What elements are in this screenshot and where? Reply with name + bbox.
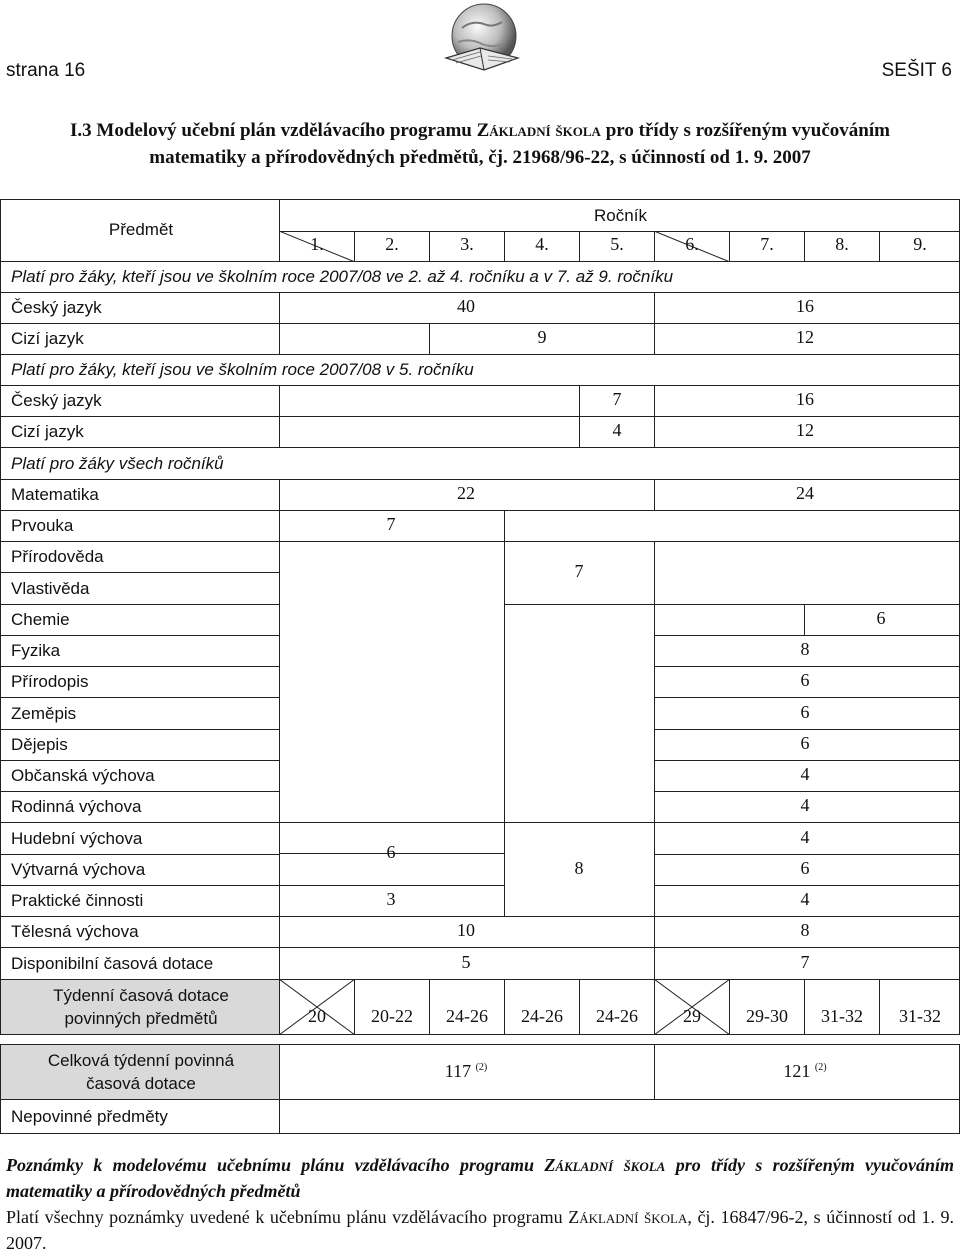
row-prirodopis bbox=[0, 666, 280, 698]
value-rodinna: 4 bbox=[800, 795, 810, 815]
value-foreign-2-b: 12 bbox=[796, 420, 814, 440]
label-optional: Nepovinné předměty bbox=[11, 1107, 168, 1126]
value-total-b-number: 121 bbox=[783, 1061, 811, 1081]
label-obcanska: Občanská výchova bbox=[11, 766, 155, 785]
row-chemie bbox=[0, 604, 280, 636]
label-fyzika: Fyzika bbox=[11, 641, 61, 660]
section-2-row bbox=[0, 354, 960, 386]
row-rodinna bbox=[0, 791, 280, 823]
weekly-value-6: 29 bbox=[683, 1006, 701, 1026]
weekly-value-7: 29-30 bbox=[746, 1006, 788, 1026]
cell-foreign-1-empty bbox=[279, 323, 430, 355]
section-3-label: Platí pro žáky všech ročníků bbox=[11, 454, 224, 473]
subject-header: Předmět bbox=[108, 220, 174, 239]
label-chemie: Chemie bbox=[11, 610, 70, 629]
label-disponibilni: Disponibilní časová dotace bbox=[11, 954, 214, 973]
value-total-a-note: (2) bbox=[475, 1062, 488, 1073]
label-prvouka: Prvouka bbox=[11, 516, 74, 535]
cell-upper-right-empty bbox=[654, 541, 960, 605]
notes-body-b: , čj. 16847/96-2, s účinností od 1. 9. 2007. bbox=[6, 1207, 955, 1253]
row-prakticke bbox=[0, 885, 280, 917]
notes-body-a: Platí všechny poznámky uvedené k učebnímu plánu vzdělávacího programu Z bbox=[6, 1207, 580, 1227]
weekly-value-3: 24-26 bbox=[446, 1006, 488, 1026]
row-disponibilni bbox=[0, 947, 280, 980]
label-total-line1: Celková týdenní povinná bbox=[47, 1051, 235, 1070]
weekly-value-5: 24-26 bbox=[596, 1006, 638, 1026]
label-foreign-2: Cizí jazyk bbox=[11, 422, 84, 441]
notes-section bbox=[6, 1152, 954, 1256]
row-vlastiveda bbox=[0, 572, 280, 605]
row-telesna bbox=[0, 916, 280, 948]
section-1-label: Platí pro žáky, kteří jsou ve školním roce 2007/08 ve 2. až 4. ročníku a v 7. až 9. ročníku bbox=[11, 267, 674, 286]
cell-czech-2-empty bbox=[279, 385, 580, 417]
notes-heading-a: Poznámky k modelovému učebnímu plánu vzdělávacího programu Z bbox=[6, 1155, 556, 1175]
label-vlastiveda: Vlastivěda bbox=[11, 579, 90, 598]
value-foreign-2-a: 4 bbox=[612, 420, 622, 440]
label-weekly bbox=[1, 984, 281, 1030]
title-line1-b: pro třídy s rozšířeným vyučováním bbox=[600, 120, 890, 141]
weekly-value-4: 24-26 bbox=[521, 1006, 563, 1026]
value-prakticke-lower: 3 bbox=[386, 889, 396, 909]
value-total-b bbox=[783, 1061, 826, 1082]
page-number: strana 16 bbox=[6, 60, 86, 81]
value-total-b-note: (2) bbox=[814, 1062, 827, 1073]
row-prvouka bbox=[0, 510, 280, 542]
row-vytvarna bbox=[0, 854, 280, 886]
grade-label-8: 8. bbox=[835, 234, 849, 254]
cell-optional bbox=[279, 1099, 960, 1134]
value-prirodopis: 6 bbox=[800, 670, 810, 690]
issue-label: SEŠIT 6 bbox=[881, 60, 952, 81]
grade-label-3: 3. bbox=[460, 234, 474, 254]
label-czech-1: Český jazyk bbox=[11, 298, 102, 317]
label-vytvarna: Výtvarná výchova bbox=[11, 860, 146, 879]
value-foreign-1-a: 9 bbox=[537, 327, 547, 347]
notes-heading bbox=[6, 1152, 954, 1204]
grade-label-4: 4. bbox=[535, 234, 549, 254]
title-line2: matematiky a přírodovědných předmětů, čj. 21968/96-22, s účinností od 1. 9. 2007 bbox=[149, 147, 811, 168]
row-dejepis bbox=[0, 729, 280, 761]
weekly-value-1: 20 bbox=[308, 1006, 326, 1026]
value-prakticke: 4 bbox=[800, 889, 810, 909]
label-hudebni: Hudební výchova bbox=[11, 829, 143, 848]
cell-lower-left-empty bbox=[279, 541, 505, 854]
row-optional bbox=[0, 1099, 280, 1134]
grade-label-5: 5. bbox=[610, 234, 624, 254]
value-telesna-b: 8 bbox=[800, 920, 810, 940]
value-hudebni: 4 bbox=[800, 827, 810, 847]
row-obcanska bbox=[0, 760, 280, 792]
row-fyzika bbox=[0, 635, 280, 667]
cell-middle-empty bbox=[504, 604, 655, 823]
value-prirodoveda-vlastiveda: 7 bbox=[574, 561, 584, 581]
label-prakticke: Praktické činnosti bbox=[11, 891, 144, 910]
cell-chemie-empty bbox=[654, 604, 805, 636]
label-prirodoveda: Přírodověda bbox=[11, 547, 104, 566]
label-total-line2: časová dotace bbox=[86, 1074, 196, 1093]
subject-header-cell bbox=[0, 199, 280, 262]
document-title bbox=[0, 117, 960, 171]
value-foreign-1-b: 12 bbox=[796, 327, 814, 347]
value-dejepis: 6 bbox=[800, 733, 810, 753]
row-hudebni bbox=[0, 822, 280, 855]
notes-body-smallcaps: ákladní škola bbox=[579, 1207, 688, 1227]
weekly-value-2: 20-22 bbox=[371, 1006, 413, 1026]
cell-prvouka-empty bbox=[504, 510, 960, 542]
value-arts-lower: 6 bbox=[386, 842, 396, 862]
label-foreign-1: Cizí jazyk bbox=[11, 329, 84, 348]
title-line1-smallcaps: ákladní škola bbox=[489, 120, 601, 141]
value-math-a: 22 bbox=[457, 483, 475, 503]
label-dejepis: Dějepis bbox=[11, 735, 68, 754]
label-telesna: Tělesná výchova bbox=[11, 922, 139, 941]
value-zemepis: 6 bbox=[800, 702, 810, 722]
value-telesna-a: 10 bbox=[457, 920, 475, 940]
row-zemepis bbox=[0, 697, 280, 730]
value-fyzika: 8 bbox=[800, 639, 810, 659]
grade-label-6: 6. bbox=[685, 234, 699, 254]
section-2-label: Platí pro žáky, kteří jsou ve školním roce 2007/08 v 5. ročníku bbox=[11, 360, 474, 379]
value-vytvarna: 6 bbox=[800, 858, 810, 878]
section-1-row bbox=[0, 261, 960, 293]
value-czech-1-a: 40 bbox=[457, 296, 475, 316]
value-total-a bbox=[445, 1061, 488, 1082]
section-3-row bbox=[0, 447, 960, 480]
value-obcanska: 4 bbox=[800, 764, 810, 784]
label-weekly-line2: povinných předmětů bbox=[64, 1009, 218, 1028]
title-line1-a: I.3 Modelový učební plán vzdělávacího programu Z bbox=[70, 120, 490, 141]
label-weekly-line1: Týdenní časová dotace bbox=[53, 986, 229, 1005]
value-disponibilni-b: 7 bbox=[800, 952, 810, 972]
label-zemepis: Zeměpis bbox=[11, 704, 77, 723]
row-czech-2 bbox=[0, 385, 280, 417]
weekly-value-8: 31-32 bbox=[821, 1006, 863, 1026]
label-rodinna: Rodinná výchova bbox=[11, 797, 142, 816]
value-czech-1-b: 16 bbox=[796, 296, 814, 316]
grade-label-9: 9. bbox=[913, 234, 927, 254]
value-disponibilni-a: 5 bbox=[461, 952, 471, 972]
label-czech-2: Český jazyk bbox=[11, 391, 102, 410]
value-czech-2-a: 7 bbox=[612, 389, 622, 409]
grade-label-1: 1. bbox=[310, 234, 324, 254]
row-math bbox=[0, 479, 280, 511]
value-math-b: 24 bbox=[796, 483, 814, 503]
row-prirodoveda bbox=[0, 541, 280, 573]
year-header-cell bbox=[279, 199, 960, 232]
value-czech-2-b: 16 bbox=[796, 389, 814, 409]
curriculum-table bbox=[0, 199, 960, 1134]
cell-foreign-2-empty bbox=[279, 416, 580, 448]
row-czech-1 bbox=[0, 292, 280, 324]
weekly-value-9: 31-32 bbox=[899, 1006, 941, 1026]
value-total-a-number: 117 bbox=[444, 1061, 472, 1081]
value-chemie: 6 bbox=[876, 608, 886, 628]
notes-heading-smallcaps: ákladní škola bbox=[555, 1155, 666, 1175]
label-prirodopis: Přírodopis bbox=[11, 672, 89, 691]
grade-label-7: 7. bbox=[760, 234, 774, 254]
notes-body bbox=[6, 1204, 954, 1256]
label-math: Matematika bbox=[11, 485, 99, 504]
value-arts-middle: 8 bbox=[574, 858, 584, 878]
row-foreign-2 bbox=[0, 416, 280, 448]
year-header: Ročník bbox=[594, 206, 647, 225]
globe-book-logo bbox=[440, 0, 524, 84]
row-foreign-1 bbox=[0, 323, 280, 355]
grade-label-2: 2. bbox=[385, 234, 399, 254]
row-weekly bbox=[0, 979, 280, 1035]
label-total bbox=[1, 1049, 281, 1095]
notes-heading-b: pro třídy s rozšířeným vyučováním matematiky a přírodovědných předmětů bbox=[6, 1155, 955, 1201]
value-prvouka: 7 bbox=[386, 514, 396, 534]
row-total bbox=[0, 1044, 280, 1100]
